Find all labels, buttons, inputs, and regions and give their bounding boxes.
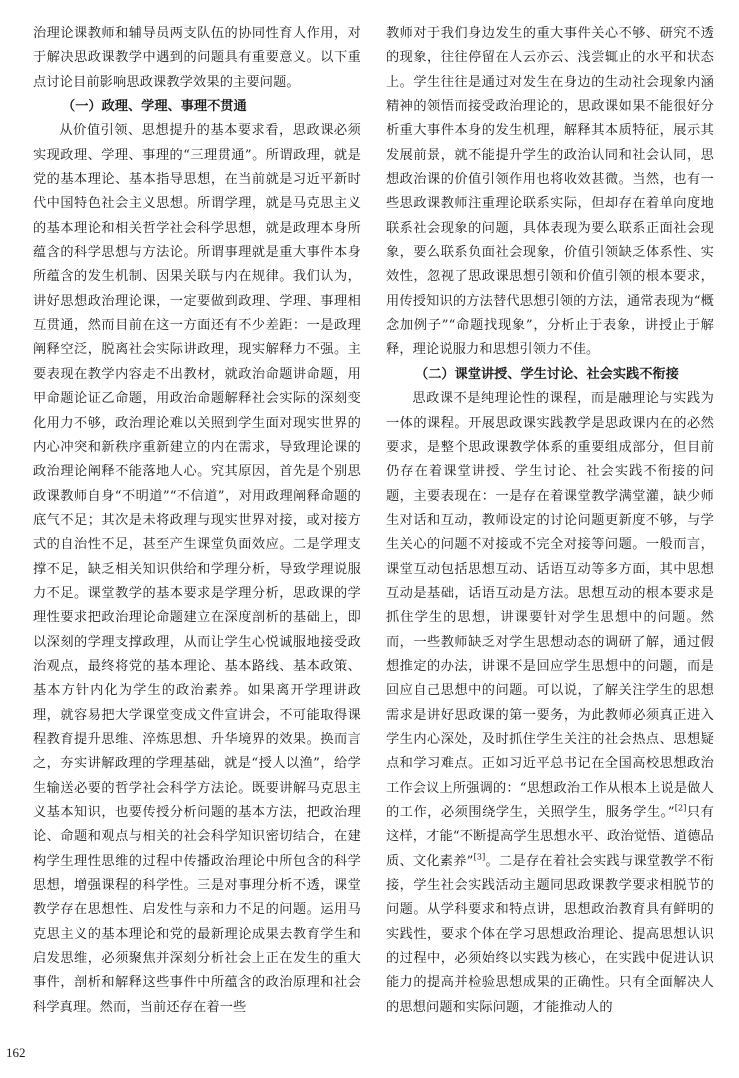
section-1-body-continued: 教师对于我们身边发生的重大事件关心不够、研究不透的现象，往往停留在人云亦云、浅尝辄止的水平和状态上。学生往往是通过对发生在身边的生动社会现象内涵精神的领悟而接受政治理论的，思政课如果不能很好分析重大事件本身的发生机理，解释其本质特征，展示其发展前景，就不能提升学生的政治认同和社会认同，思想政治课的价值引领作用也将收效甚微。当然，也有一些思政课教师注重理论联系实际，但却存在着单向度地联系社会现象的问题，具体表现为要么联系正面社会现象，要么联系负面社会现象，价值引领缺乏体系性、实效性，忽视了思政课思想引领和价值引领的根本要求，用传授知识的方法替代思想引领的方法，通常表现为“概念加例子”“命题找现象”，分析止于表象，讲授止于解释，理论说服力和思想引领力不佳。: [386, 26, 714, 358]
section-2-text-a: 思政课不是纯理论性的课程，而是融理论与实践为一体的课程。开展思政课实践教学是思政课内在的必然要求，是整个思政课教学体系的重要组成部分，但目前仍存在着课堂讲授、学生讨论、社会实践不衔接的问题，主要表现在：一是存在着课堂教学满堂灌，缺少师生对话和互动，教师设定的讨论问题更新度不够，与学生关心的问题不对接或不完全对接等问题。一般而言，课堂互动包括思想互动、话语互动等多方面，其中思想互动是基础，话语互动是方法。思想互动的根本要求是抓住学生的思想，讲课要针对学生思想中的问题。然而，一些教师缺乏对学生思想动态的调研了解，通过假想推定的办法，讲课不是回应学生思想中的问题，而是回应自己思想中的问题。可以说，了解关注学生的思想需求是讲好思政课的第一要务，为此教师必须真正进入学生内心深处，及时抓住学生关注的社会热点、思想疑点和学习难点。正如习近平总书记在全国高校思想政治工作会议上所强调的：“思想政治工作从根本上说是做人的工作，必须围绕学生，关照学生，服务学生。”: [386, 391, 714, 820]
section-heading-1: （一）政理、学理、事理不贯通: [62, 99, 247, 115]
page-number: 162: [6, 1045, 26, 1060]
section-2-body: [386, 387, 714, 1020]
section-heading-2: （二）课堂讲授、学生讨论、社会实践不衔接: [415, 366, 679, 382]
right-column: [386, 22, 714, 1020]
intro-paragraph: 治理论课教师和辅导员两支队伍的协同性育人作用，对于解决思政课教学中遇到的问题具有重要意义。以下重点讨论目前影响思政课教学效果的主要问题。: [33, 26, 361, 90]
section-2-text-b: 只有这样，才能“不断提高学生思想水平、政治觉悟、道德品质、文化素养”: [386, 805, 714, 869]
left-column: [33, 22, 361, 1020]
section-1-body: 从价值引领、思想提升的基本要求看，思政课必须实现政理、学理、事理的“三理贯通”。所谓政理，就是党的基本理论、基本指导思想，在当前就是习近平新时代中国特色社会主义思想。所谓学理，就是马克思主义的基本理论和相关哲学社会科学思想，就是政理本身所蕴含的科学思想与方法论。所谓事理就是重大事件本身所蕴含的发生机制、因果关联与内在规律。我们认为，讲好思想政治理论课，一定要做到政理、学理、事理相互贯通，然而目前在这一方面还有不少差距：一是政理阐释空泛，脱离社会实际讲政理，现实解释力不强。主要表现在教学内容走不出教材，就政治命题讲命题，用甲命题论证乙命题，用政治命题解释社会实际的深刻变化用力不够，政治理论难以关照到学生面对现实世界的内心冲突和新秩序重新建立的内在需求，导致理论课的政治理论阐释不能落地人心。究其原因，首先是个别思政课教师自身“不明道”“不信道”，对用政理阐释命题的底气不足；其次是未将政理与现实世界对接，或对接方式的自治性不足，甚至产生课堂负面效应。二是学理支撑不足，缺乏相关知识供给和学理分析，导致学理说服力不足。课堂教学的基本要求是学理分析，思政课的学理性要求把政治理论命题建立在深度剖析的基础上，即以深刻的学理支撑政理，从而让学生心悦诚服地接受政治观点，最终将党的基本理论、基本路线、基本政策、基本方针内化为学生的政治素养。如果离开学理讲政理，就容易把大学课堂变成文件宣讲会，不可能取得课程教育提升思维、淬炼思想、升华境界的效果。换而言之，夯实讲解政理的学理基础，就是“授人以渔”，给学生输送必要的哲学社会科学方法论。既要讲解马克思主义基本知识，也要传授分析问题的基本方法，把政治理论、命题和观点与相关的社会科学知识密切结合，在建构学生理性思维的过程中传播政治理论中所包含的科学思想，增强课程的科学性。三是对事理分析不透，课堂教学存在思想性、启发性与亲和力不足的问题。运用马克思主义的基本理论和党的最新理论成果去教育学生和启发思维，必须聚焦并深刻分析社会上正在发生的重大事件，剖析和解释这些事件中所蕴含的政治原理和社会科学真理。然而，当前还存在着一些: [33, 123, 361, 1015]
reference-3[interactable]: [3]: [473, 852, 486, 862]
section-2-text-c: 。二是存在着社会实践与课堂教学不衔接，学生社会实践活动主题同思政课教学要求相脱节的问题。从学科要求和特点讲，思想政治教育具有鲜明的实践性，要求个体在学习思想政治理论、提高思想认识的过程中，必须始终以实践为核心，在实践中促进认识能力的提高并检验思想成果的正确性。只有全面解决人的思想问题和实际问题，才能推动人的: [386, 853, 714, 1015]
reference-2[interactable]: [2]: [674, 803, 687, 813]
